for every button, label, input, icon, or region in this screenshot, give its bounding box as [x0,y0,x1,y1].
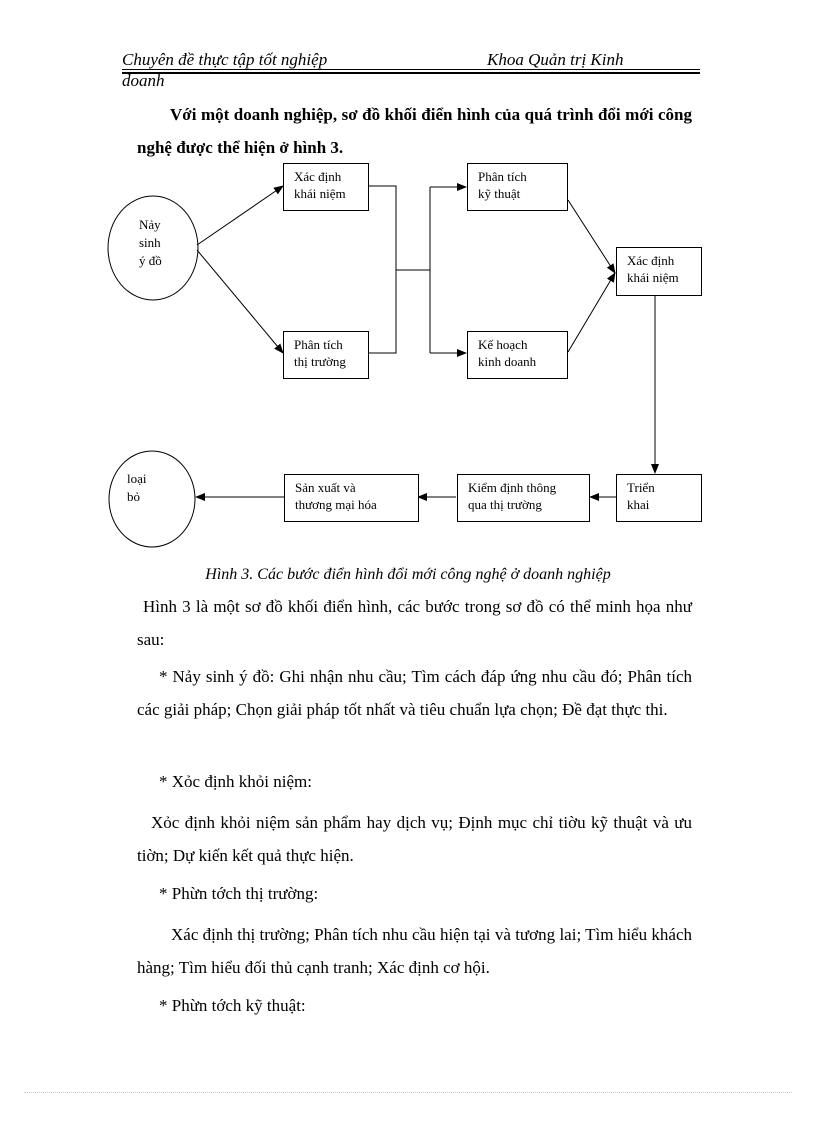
box-technical [467,163,568,211]
body-paragraph-4: Xác định thị trường; Phân tích nhu cầu hiện tại và tương lai; Tìm hiểu khách hàng; Tìm hiểu đối thủ cạnh tranh; Xác định cơ hội. [137,925,692,977]
concept2-line-2: khái niệm [627,270,679,285]
market-line-2: thị trường [294,354,346,369]
body-paragraph-2: * Nảy sinh ý đồ: Ghi nhận nhu cầu; Tìm cách đáp ứng nhu cầu đó; Phân tích các giải pháp; Chọn giải pháp tốt nhất và tiêu chuẩn lựa chọn; Đề đạt thực thi. [137,667,692,719]
deploy-line-1: Triển [627,480,655,495]
header-left-title: Chuyên đề thực tập tốt nghiệp [122,50,328,69]
box-produce [284,474,419,522]
connector-market-merge [368,270,396,353]
box-concept [283,163,369,211]
end-oval [109,451,195,547]
arrow-start-market [197,250,283,353]
end-oval-label [127,470,147,506]
concept2-line-1: Xác định [627,253,675,268]
section-heading-concept: * Xỏc định khỏi niệm: [159,772,312,791]
end-line-1: loại [127,471,147,486]
box-business [467,331,568,379]
deploy-line-2: khai [627,497,650,512]
start-line-1: Nảy [139,217,161,232]
produce-line-1: Sản xuất và [295,480,356,495]
start-line-3: ý đồ [139,253,162,268]
market-line-1: Phân tích [294,337,343,352]
body-paragraph-1: Hình 3 là một sơ đồ khối điển hình, các bước trong sơ đồ có thể minh họa như sau: [137,597,692,649]
figure-caption: Hình 3. Các bước điển hình đổi mới công nghệ ở doanh nghiệp [205,566,611,583]
box-concept2 [616,247,702,296]
connector-concept-merge [368,186,396,270]
start-line-2: sinh [139,235,161,250]
section-heading-technical: * Phừn tớch kỹ thuật: [159,996,306,1015]
technical-line-2: kỹ thuật [478,186,521,201]
arrow-technical-concept2 [568,200,615,273]
technical-line-1: Phân tích [478,169,527,184]
business-line-1: Kế hoạch [478,337,528,352]
end-line-2: bỏ [127,489,140,504]
box-deploy [616,474,702,522]
verify-line-1: Kiểm định thông [468,480,557,495]
header-right-title: Khoa Quản trị Kinh [487,50,624,69]
section-heading-market: * Phừn tớch thị trường: [159,884,319,903]
footer-rule [24,1092,792,1093]
start-oval-label [139,216,162,270]
concept-line-1: Xác định [294,169,342,184]
arrow-start-concept [197,186,283,245]
intro-paragraph: Với một doanh nghiệp, sơ đồ khối điển hình của quá trình đổi mới công nghệ được thể hiện ở hình 3. [137,105,692,157]
concept-line-2: khái niệm [294,186,346,201]
box-verify [457,474,590,522]
arrow-business-concept2 [568,273,615,352]
box-market [283,331,369,379]
business-line-2: kinh doanh [478,354,537,369]
body-paragraph-3: Xỏc định khỏi niệm sản phẩm hay dịch vụ; Định mục chỉ tiờu kỹ thuật và ưu tiờn; Dự kiến kết quả thực hiện. [137,813,692,865]
header-wrap-text: doanh [122,71,165,90]
verify-line-2: qua thị trường [468,497,542,512]
produce-line-2: thương mại hóa [295,497,377,512]
